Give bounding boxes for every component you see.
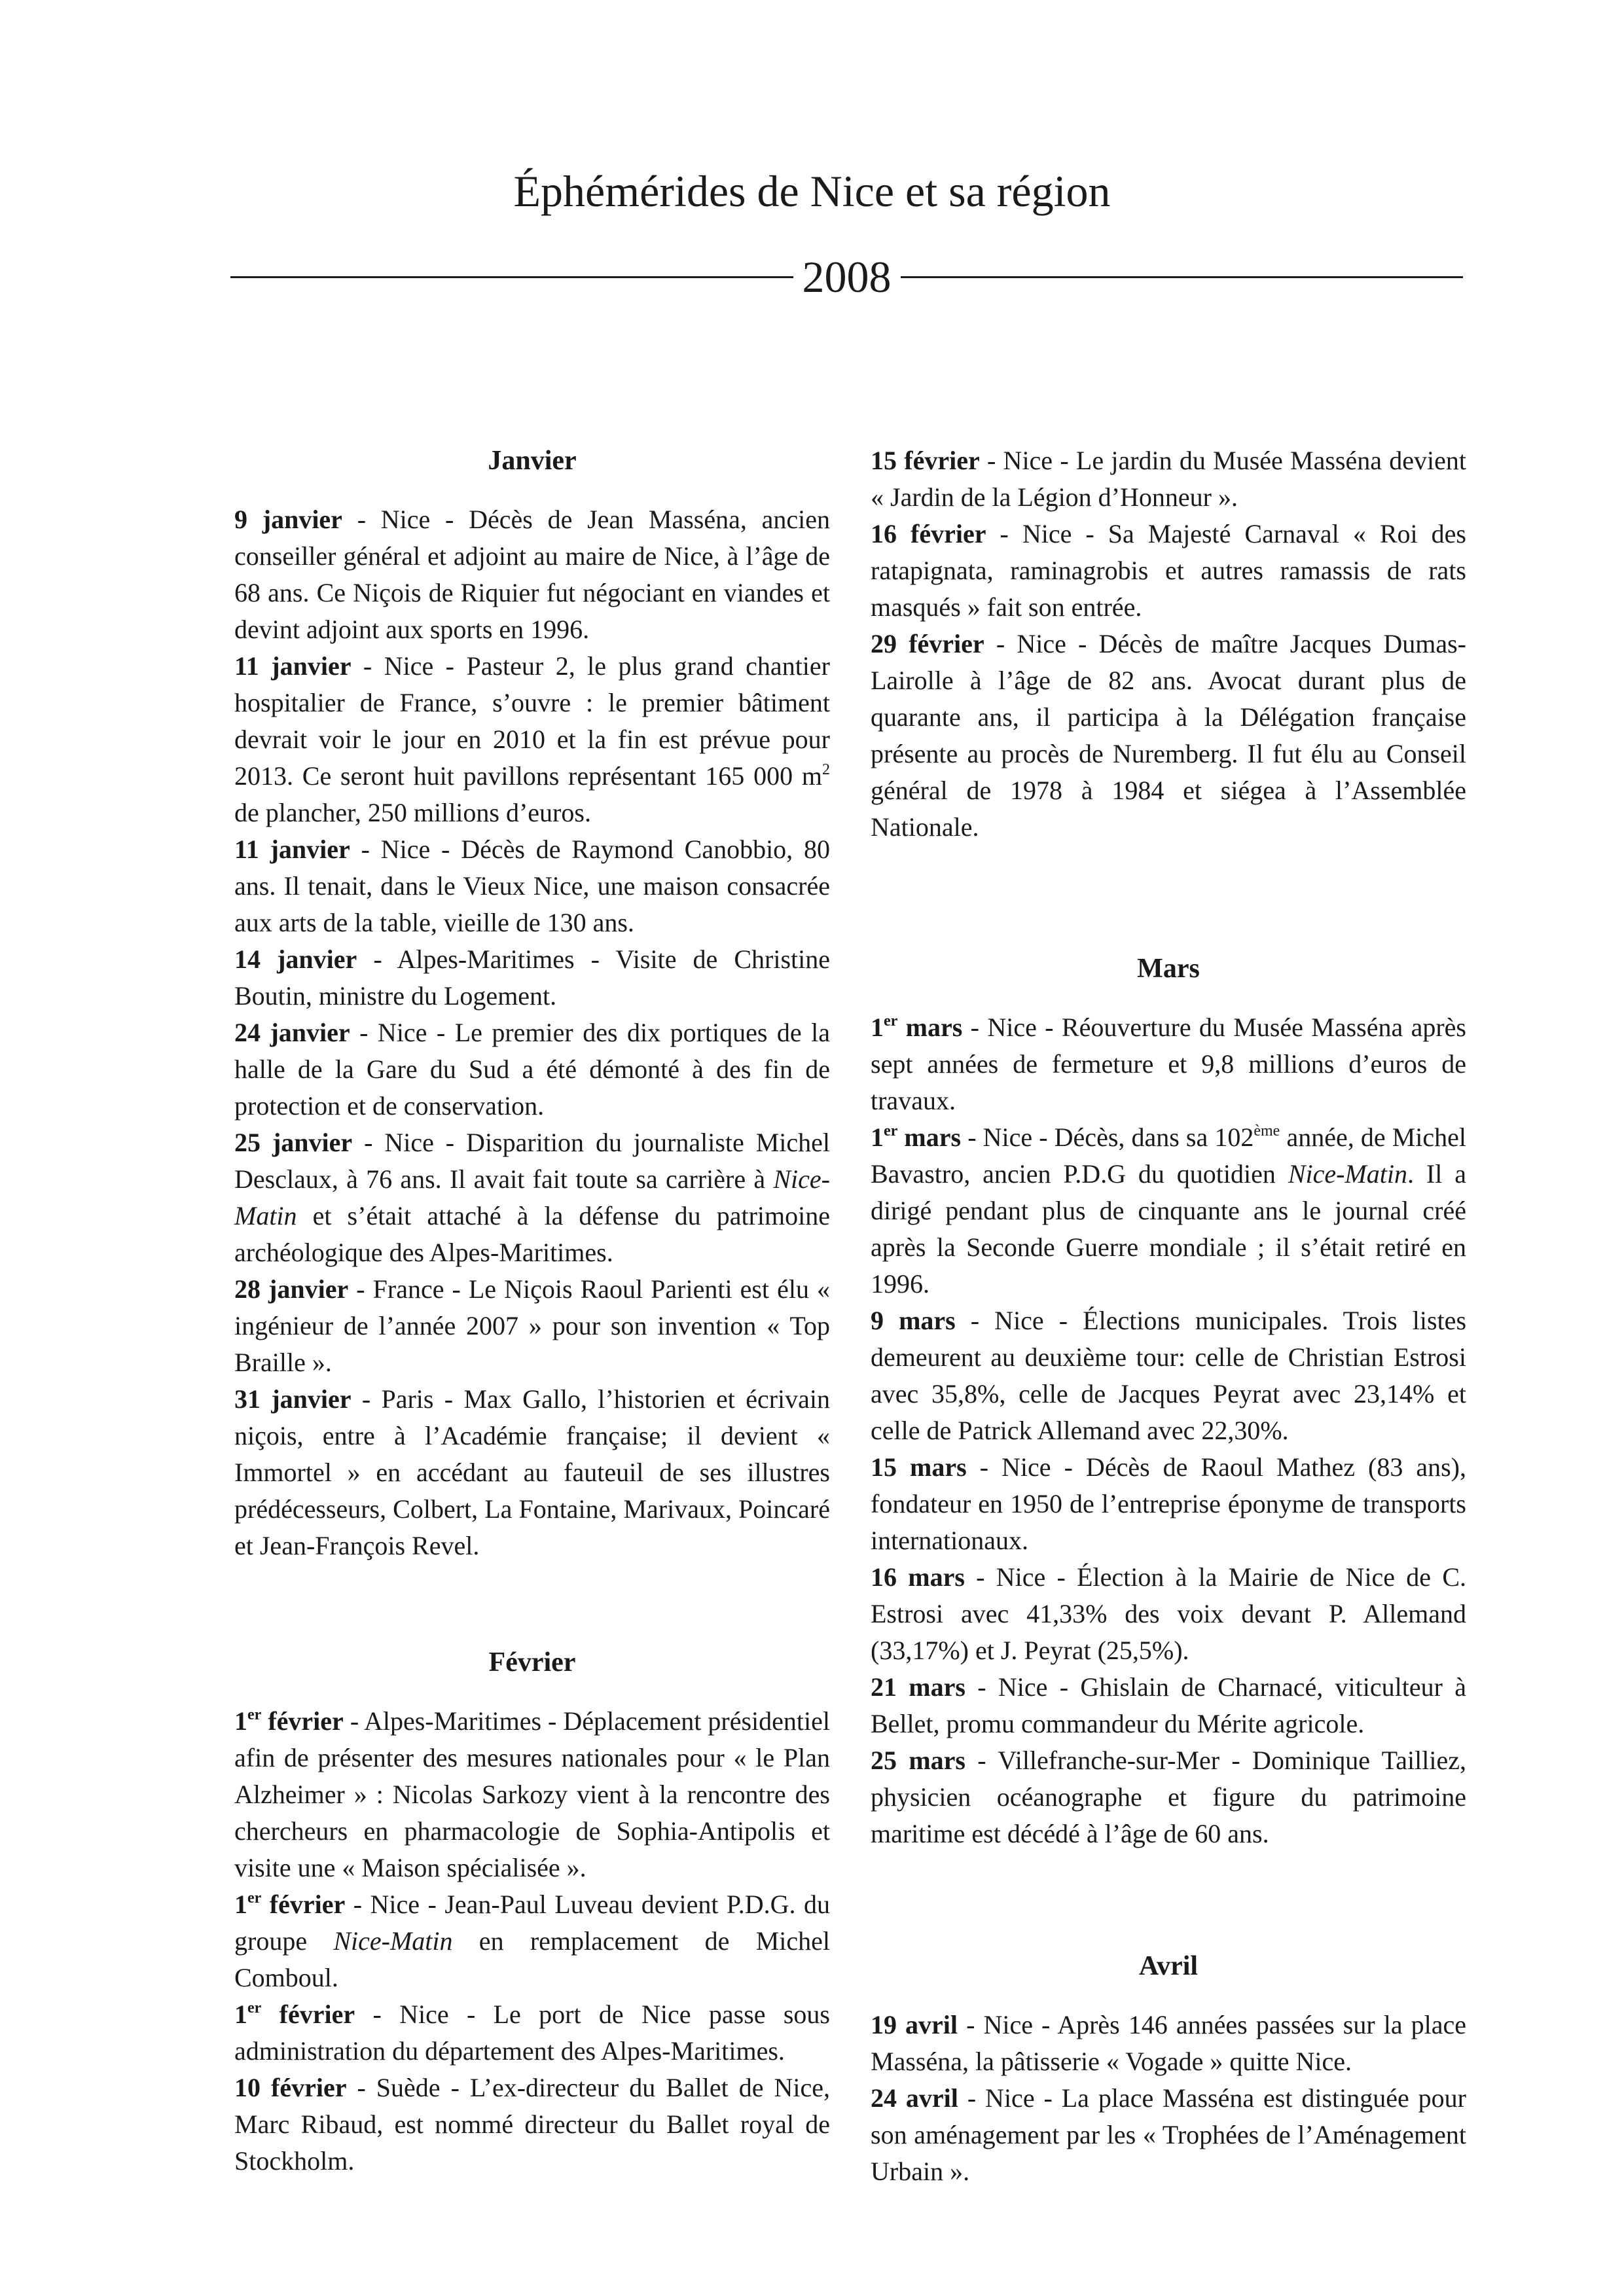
newspaper-name: Nice-Matin bbox=[234, 1164, 830, 1230]
entry-date: 1er mars bbox=[871, 1122, 962, 1152]
entry-mars-1 bbox=[871, 1009, 1466, 1119]
section-title-avril: Avril bbox=[1138, 1951, 1199, 1981]
entry-text: - Nice - Sa Majesté Carnaval « Roi des ratapignata, raminagrobis et autres ramassis de rats masqués » fait son entrée. bbox=[871, 519, 1466, 622]
entry-mars-5 bbox=[871, 1559, 1466, 1669]
entry-date: 24 avril bbox=[871, 2083, 958, 2113]
entry-fevrier-1 bbox=[234, 1703, 830, 1886]
page-title: Éphémérides de Nice et sa région bbox=[513, 166, 1111, 216]
entry-janvier-4 bbox=[234, 941, 830, 1014]
entry-fevrier-4 bbox=[234, 2070, 830, 2179]
entry-text: - Nice - Le premier des dix portiques de la halle de la Gare du Sud a été démonté à des fin de protection et de conservation. bbox=[234, 1018, 831, 1121]
entry-text: - Nice - Décès, dans sa 102 bbox=[961, 1122, 1254, 1152]
entry-text: - Nice - Après 146 années passées sur la place Masséna, la pâtisserie « Vogade » quitte Nice. bbox=[871, 2010, 1467, 2076]
entry-janvier-1 bbox=[234, 501, 830, 648]
entry-date: 9 janvier bbox=[234, 505, 342, 534]
entry-mars-7 bbox=[871, 1742, 1466, 1852]
entry-text: - Nice - Décès de Jean Masséna, ancien conseiller général et adjoint au maire de Nice, à l’âge de 68 ans. Ce Niçois de Riquier fut négociant en viandes et devint adjoint aux sports en 1996. bbox=[234, 505, 831, 644]
entry-janvier-6 bbox=[234, 1124, 830, 1271]
year-rule-left bbox=[230, 276, 793, 278]
entry-date: 11 janvier bbox=[234, 651, 352, 681]
entry-text: - Nice - Décès de maître Jacques Dumas-Lairolle à l’âge de 82 ans. Avocat durant plus de quarante ans, il participa à la Délégation française présente au procès de Nuremberg. Il fut élu au Conseil général de 1978 à 1984 et siégea à l’Assemblée Nationale. bbox=[871, 629, 1466, 842]
entry-text: année, de Michel Bavastro, ancien P.D.G du quotidien bbox=[871, 1122, 1466, 1189]
entry-date: 1er février bbox=[234, 1706, 344, 1736]
entry-text: - Nice - Ghislain de Charnacé, viticulteur à Bellet, promu commandeur du Mérite agricole. bbox=[871, 1672, 1466, 1738]
entry-date: 1er février bbox=[234, 1890, 346, 1919]
entry-text: - Nice - Réouverture du Musée Masséna après sept années de fermeture et 9,8 millions d’euros de travaux. bbox=[871, 1013, 1466, 1115]
entry-text: - Nice - Élections municipales. Trois listes demeurent au deuxième tour: celle de Christian Estrosi avec 35,8%, celle de Jacques Peyrat avec 23,14% et celle de Patrick Allemand avec 22,30%. bbox=[871, 1306, 1467, 1445]
entry-date: 15 mars bbox=[871, 1452, 967, 1482]
year-label: 2008 bbox=[802, 252, 892, 302]
entry-avril-1 bbox=[871, 2007, 1466, 2080]
entry-mars-4 bbox=[871, 1449, 1466, 1559]
entry-date: 15 février bbox=[871, 446, 980, 475]
superscript: 2 bbox=[822, 761, 830, 778]
entry-text: - Villefranche-sur-Mer - Dominique Tailliez, physicien océanographe et figure du patrimoine maritime est décédé à l’âge de 60 ans. bbox=[871, 1746, 1466, 1848]
newspaper-name: Nice-Matin bbox=[1288, 1159, 1407, 1189]
entry-janvier-5 bbox=[234, 1014, 830, 1124]
newspaper-name: Nice-Matin bbox=[333, 1926, 453, 1956]
year-heading bbox=[230, 247, 1463, 306]
entry-date: 31 janvier bbox=[234, 1384, 352, 1414]
year-rule-right bbox=[901, 276, 1464, 278]
entry-text: - France - Le Niçois Raoul Parienti est élu « ingénieur de l’année 2007 » pour son invention « Top Braille ». bbox=[234, 1274, 830, 1377]
entry-text: - Nice - Décès de Raoul Mathez (83 ans), fondateur en 1950 de l’entreprise éponyme de transports internationaux. bbox=[871, 1452, 1466, 1555]
section-title-mars: Mars bbox=[1137, 954, 1200, 984]
entry-mars-3 bbox=[871, 1302, 1466, 1449]
entry-date: 21 mars bbox=[871, 1672, 965, 1702]
entry-date: 10 février bbox=[234, 2073, 347, 2102]
entry-mars-6 bbox=[871, 1669, 1466, 1742]
entry-date: 16 février bbox=[871, 519, 986, 548]
entry-date: 11 janvier bbox=[234, 834, 350, 864]
entry-text: - Nice - Décès de Raymond Canobbio, 80 ans. Il tenait, dans le Vieux Nice, une maison consacrée aux arts de la table, vieille de 130 ans. bbox=[234, 834, 830, 937]
entry-date: 9 mars bbox=[871, 1306, 956, 1335]
entry-text: et s’était attaché à la défense du patrimoine archéologique des Alpes-Maritimes. bbox=[234, 1201, 830, 1267]
entry-date: 1er février bbox=[234, 2000, 355, 2029]
entry-text: - Nice - Le port de Nice passe sous administration du département des Alpes-Maritimes. bbox=[234, 2000, 830, 2066]
entry-fevrier-7 bbox=[871, 626, 1466, 846]
entry-date: 25 janvier bbox=[234, 1128, 353, 1157]
section-title-fevrier: Février bbox=[488, 1647, 576, 1677]
entry-janvier-2 bbox=[234, 648, 830, 831]
entry-fevrier-5 bbox=[871, 442, 1466, 516]
entry-text: - Alpes-Maritimes - Visite de Christine Boutin, ministre du Logement. bbox=[234, 944, 831, 1011]
entry-text: - Nice - Jean-Paul Luveau devient P.D.G. du groupe bbox=[234, 1890, 831, 1956]
entry-date: 24 janvier bbox=[234, 1018, 350, 1047]
entry-avril-2 bbox=[871, 2080, 1466, 2190]
entry-fevrier-2 bbox=[234, 1886, 830, 1996]
entry-date: 16 mars bbox=[871, 1562, 965, 1592]
entry-janvier-7 bbox=[234, 1271, 830, 1381]
left-column bbox=[234, 442, 830, 2179]
entry-date: 19 avril bbox=[871, 2010, 958, 2039]
entry-mars-2 bbox=[871, 1119, 1466, 1302]
entry-text: - Nice - Le jardin du Musée Masséna devient « Jardin de la Légion d’Honneur ». bbox=[871, 446, 1466, 512]
entry-fevrier-6 bbox=[871, 516, 1466, 626]
entry-janvier-8 bbox=[234, 1381, 830, 1564]
right-column bbox=[871, 442, 1466, 2190]
entry-text: - Nice - Disparition du journaliste Michel Desclaux, à 76 ans. Il avait fait toute sa carrière à bbox=[234, 1128, 831, 1194]
entry-fevrier-3 bbox=[234, 1996, 830, 2070]
entry-janvier-3 bbox=[234, 831, 830, 941]
entry-date: 14 janvier bbox=[234, 944, 357, 974]
entry-date: 1er mars bbox=[871, 1013, 963, 1042]
entry-text: - Nice - La place Masséna est distinguée pour son aménagement par les « Trophées de l’Aménagement Urbain ». bbox=[871, 2083, 1467, 2186]
entry-date: 29 février bbox=[871, 629, 984, 658]
entry-text: en remplacement de Michel Comboul. bbox=[234, 1926, 830, 1992]
entry-text: - Nice - Pasteur 2, le plus grand chantier hospitalier de France, s’ouvre : le premier bâtiment devrait voir le jour en 2010 et la fin est prévue pour 2013. Ce seront huit pavillons représentant 165 000 m bbox=[234, 651, 830, 791]
entry-date: 28 janvier bbox=[234, 1274, 349, 1304]
entry-text: - Suède - L’ex-directeur du Ballet de Nice, Marc Ribaud, est nommé directeur du Ballet royal de Stockholm. bbox=[234, 2073, 831, 2176]
entry-text: de plancher, 250 millions d’euros. bbox=[234, 798, 591, 827]
entry-date: 25 mars bbox=[871, 1746, 965, 1775]
entry-text: - Nice - Élection à la Mairie de Nice de C. Estrosi avec 41,33% des voix devant P. Allemand (33,17%) et J. Peyrat (25,5%). bbox=[871, 1562, 1466, 1665]
entry-text: . Il a dirigé pendant plus de cinquante ans le journal créé après la Seconde Guerre mondiale ; il s’était retiré en 1996. bbox=[871, 1159, 1466, 1299]
superscript: ème bbox=[1254, 1122, 1280, 1139]
entry-text: - Alpes-Maritimes - Déplacement présidentiel afin de présenter des mesures nationales pour « le Plan Alzheimer » : Nicolas Sarkozy vient à la rencontre des chercheurs en pharmacologie de Sophia-Antipolis et visite une « Maison spécialisée ». bbox=[234, 1706, 830, 1882]
section-title-janvier: Janvier bbox=[488, 446, 577, 476]
entry-text: - Paris - Max Gallo, l’historien et écrivain niçois, entre à l’Académie française; il devient « Immortel » en accédant au fauteuil de ses illustres prédécesseurs, Colbert, La Fontaine, Marivaux, Poincaré et Jean-François Revel. bbox=[234, 1384, 831, 1560]
